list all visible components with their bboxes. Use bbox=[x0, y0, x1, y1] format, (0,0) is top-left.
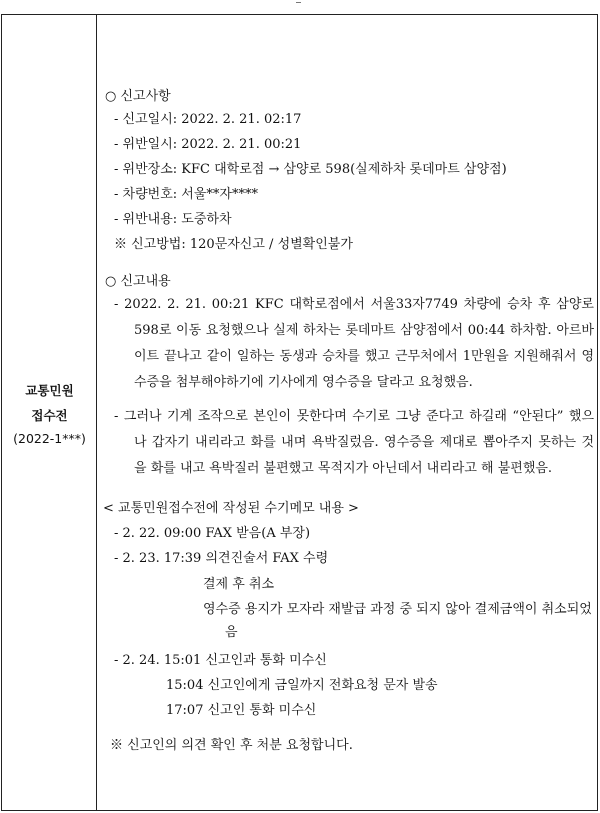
label-title-line2: 접수전 bbox=[31, 408, 68, 423]
memo-entry-sub: 15:04 신고인에게 금일까지 전화요청 문자 발송 bbox=[166, 678, 438, 693]
label-title-line1: 교통민원 bbox=[25, 383, 74, 398]
memo-entry-sub: 결제 후 취소 bbox=[203, 577, 275, 592]
content-para1-line1: - 2022. 2. 21. 00:21 KFC 대학로점에서 서울33자7749 차량에 승차 후 삼양로 bbox=[114, 297, 594, 312]
closing-request: ※ 신고인의 의견 확인 후 처분 요청합니다. bbox=[110, 738, 353, 753]
content-section-header: ○ 신고내용 bbox=[105, 274, 171, 289]
content-para2-line3: 을 화를 내고 욕박질러 불편했고 목적지가 아닌데서 내리라고 해 불편했음. bbox=[134, 461, 553, 476]
content-column bbox=[98, 15, 597, 810]
report-date: - 신고일시: 2022. 2. 21. 02:17 bbox=[114, 112, 302, 127]
content-para2-line1: - 그러나 기계 조작으로 본인이 못한다며 수기로 그냥 준다고 하길래 “안된다” 했으 bbox=[114, 409, 594, 424]
vehicle-number: - 차량번호: 서울**자**** bbox=[114, 187, 258, 202]
content-para1-line3: 이트 끝나고 같이 일하는 동생과 승차를 했고 근무처에서 1만원을 지원해줘서 영 bbox=[134, 349, 594, 364]
label-case-number: (2022-1***) bbox=[13, 431, 86, 446]
content-para1-line2: 598로 이동 요청했으나 실제 하차는 롯데마트 삼양점에서 00:44 하차함. 아르바 bbox=[134, 323, 594, 338]
memo-entry: - 2. 24. 15:01 신고인과 통화 미수신 bbox=[114, 653, 327, 668]
report-section-header: ○ 신고사항 bbox=[105, 89, 171, 104]
document-table bbox=[1, 14, 598, 811]
memo-entry-sub: 17:07 신고인 통화 미수신 bbox=[166, 703, 317, 718]
memo-entry: - 2. 23. 17:39 의견진술서 FAX 수령 bbox=[114, 551, 329, 566]
report-method: ※ 신고방법: 120문자신고 / 성별확인불가 bbox=[114, 237, 353, 252]
violation-date: - 위반일시: 2022. 2. 21. 00:21 bbox=[114, 137, 302, 152]
violation-type: - 위반내용: 도중하차 bbox=[114, 212, 232, 227]
memo-entry-sub: 영수증 용지가 모자라 재발급 과정 중 되지 않아 결제금액이 취소되었 bbox=[203, 602, 592, 617]
content-para2-line2: 나 갑자기 내리라고 화를 내며 욕박질렀음. 영수증을 제대로 뽑아주지 못하는 것 bbox=[134, 435, 594, 450]
memo-header: < 교통민원접수전에 작성된 수기메모 내용 > bbox=[103, 501, 359, 516]
content-para1-line4: 수증을 첨부해야하기에 기사에게 영수증을 달라고 요청했음. bbox=[134, 375, 473, 390]
label-column bbox=[2, 15, 97, 810]
violation-location: - 위반장소: KFC 대학로점 → 삼양로 598(실제하차 롯데마트 삼양점) bbox=[114, 162, 507, 177]
page-number-marker bbox=[296, 2, 301, 3]
memo-entry-sub: 음 bbox=[225, 625, 238, 640]
memo-entry: - 2. 22. 09:00 FAX 받음(A 부장) bbox=[114, 526, 311, 541]
